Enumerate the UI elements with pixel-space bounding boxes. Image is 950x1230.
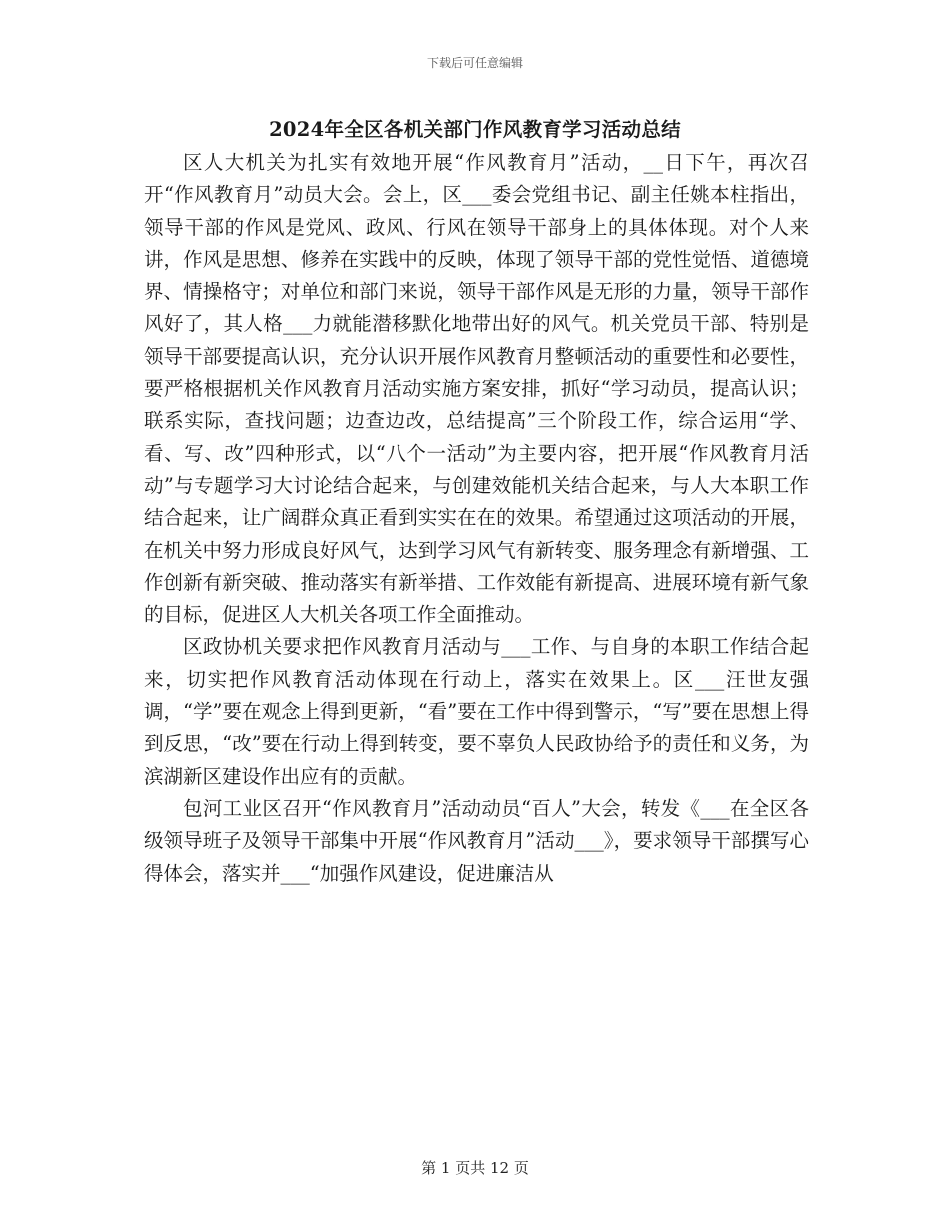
paragraph-2: 区政协机关要求把作风教育月活动与___工作、与自身的本职工作结合起来，切实把作风教育活动体现在行动上，落实在效果上。区___汪世友强调，“学”要在观念上得到更新，“看”要在工作中得到警示，“写”要在思想上得到反思，“改”要在行动上得到转变，要不辜负人民政协给予的责任和义务，为滨湖新区建设作出应有的贡献。 (144, 635, 809, 788)
paragraph-1: 区人大机关为扎实有效地开展“作风教育月”活动，__日下午，再次召开“作风教育月”动员大会。会上，区___委会党组书记、副主任姚本柱指出，领导干部的作风是党风、政风、行风在领导干部身上的具体体现。对个人来讲，作风是思想、修养在实践中的反映，体现了领导干部的党性觉悟、道德境界、情操格守；对单位和部门来说，领导干部作风是无形的力量，领导干部作风好了，其人格___力就能潜移默化地带出好的风气。机关党员干部、特别是领导干部要提高认识，充分认识开展作风教育月整顿活动的重要性和必要性，要严格根据机关作风教育月活动实施方案安排，抓好“学习动员，提高认识；联系实际，查找问题；边查边改，总结提高”三个阶段工作，综合运用“学、看、写、改”四种形式，以“八个一活动”为主要内容，把开展“作风教育月活动”与专题学习大讨论结合起来，与创建效能机关结合起来，与人大本职工作结合起来，让广阔群众真正看到实实在在的效果。希望通过这项活动的开展，在机关中努力形成良好风气，达到学习风气有新转变、服务理念有新增强、工作创新有新突破、推动落实有新举措、工作效能有新提高、进展环境有新气象的目标，促进区人大机关各项工作全面推动。 (144, 151, 809, 627)
document-title: 2024年全区各机关部门作风教育学习活动总结 (269, 118, 681, 141)
page-header-note: 下载后可任意编辑 (426, 56, 523, 70)
page-number-footer: 第 1 页共 12 页 (421, 1159, 529, 1177)
document-body (144, 147, 809, 890)
paragraph-3: 包河工业区召开“作风教育月”活动动员“百人”大会，转发《___在全区各级领导班子及领导干部集中开展“作风教育月”活动___》，要求领导干部撰写心得体会，落实并___“加强作风建设，促进廉洁从 (144, 796, 809, 885)
